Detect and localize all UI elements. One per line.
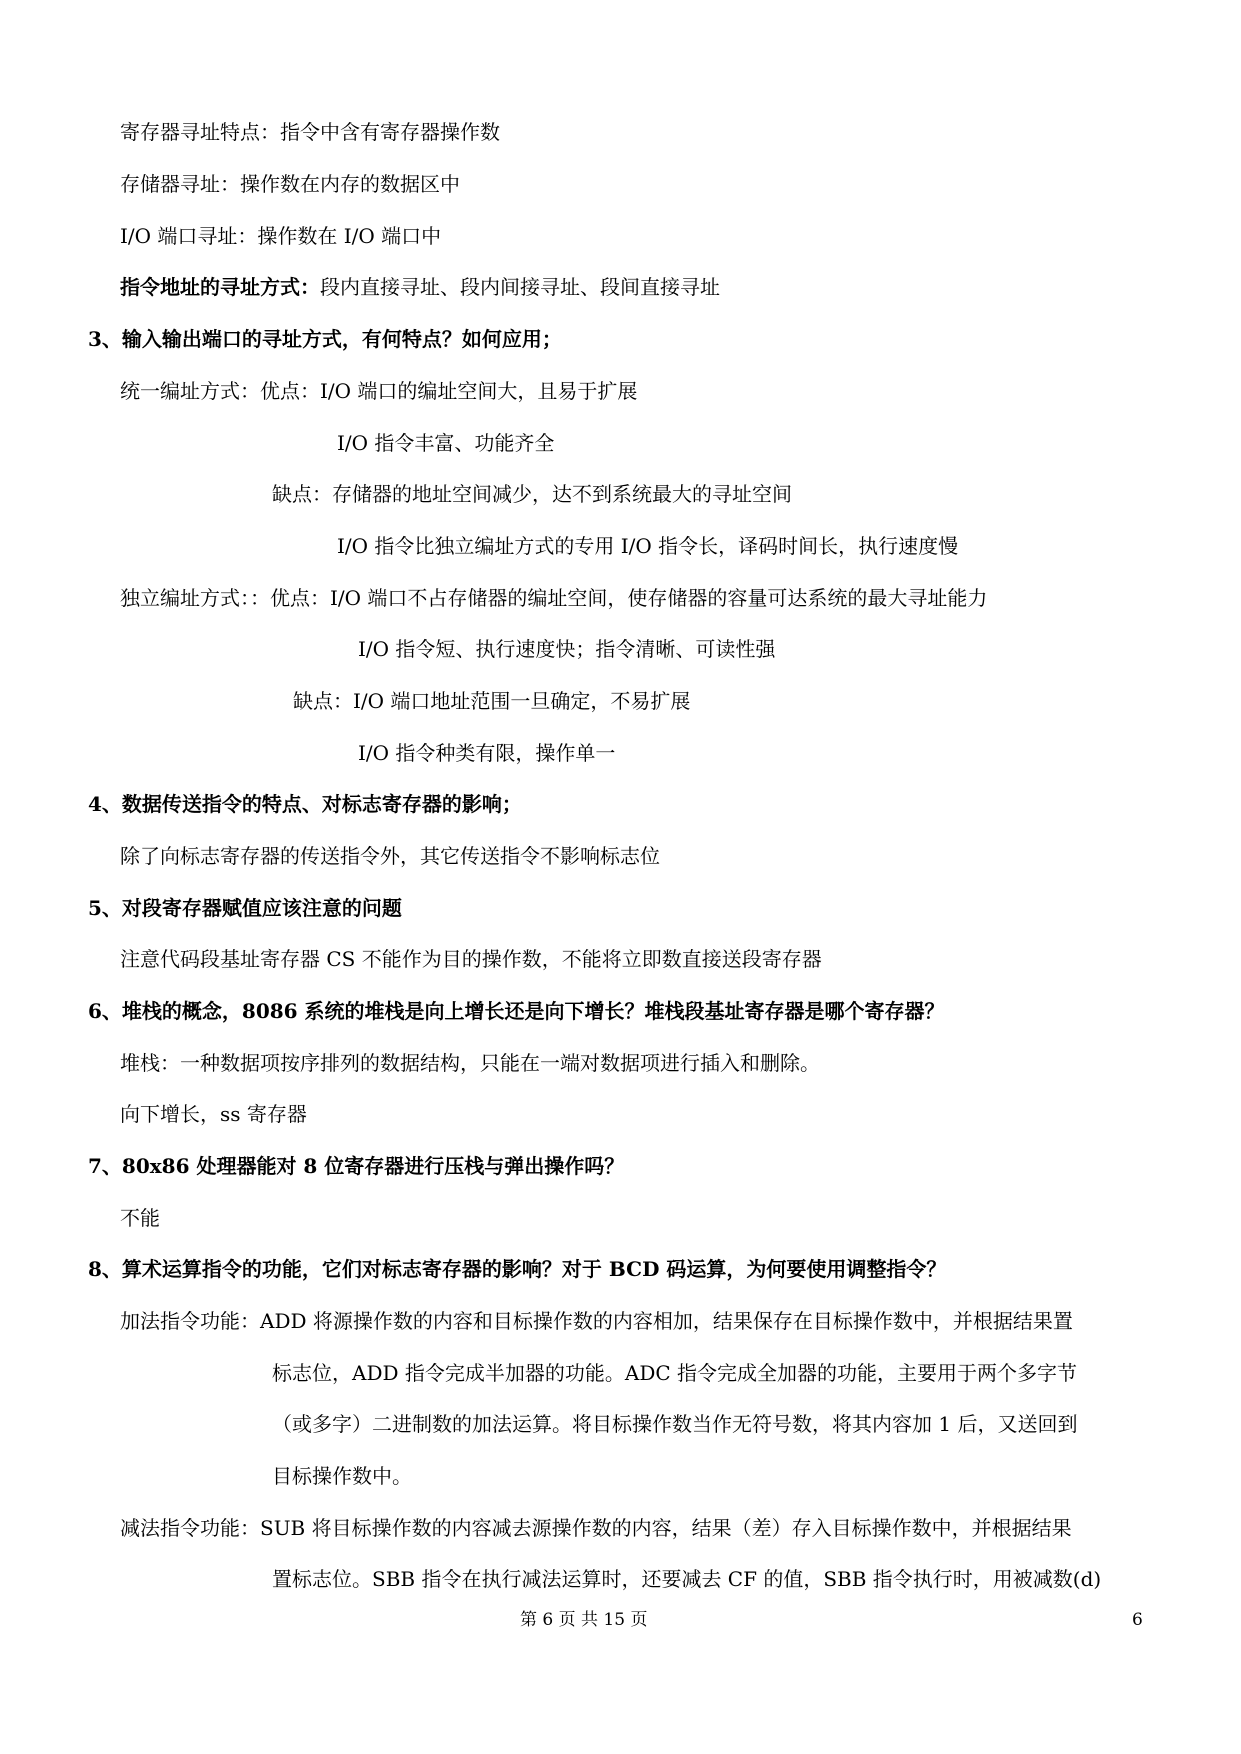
text-line: I/O 指令种类有限，操作单一 [358,741,616,765]
text-line: 堆栈：一种数据项按序排列的数据结构，只能在一端对数据项进行插入和删除。 [120,1051,820,1075]
bold-term: 指令地址的寻址方式： [120,275,320,299]
text-line: 加法指令功能：ADD 将源操作数的内容和目标操作数的内容相加，结果保存在目标操作数中，并根据结果置 [120,1309,1073,1333]
question-heading: 3、输入输出端口的寻址方式，有何特点？如何应用； [88,327,562,351]
text-line: 减法指令功能：SUB 将目标操作数的内容减去源操作数的内容，结果（差）存入目标操作数中，并根据结果 [120,1516,1072,1540]
text-line: I/O 指令短、执行速度快；指令清晰、可读性强 [358,637,776,661]
text-line: 寄存器寻址特点：指令中含有寄存器操作数 [120,120,500,144]
page-number: 6 [1132,1610,1143,1630]
text-line: 不能 [120,1206,160,1230]
text-line: 向下增长，ss 寄存器 [120,1102,307,1126]
text-line: 标志位，ADD 指令完成半加器的功能。ADC 指令完成全加器的功能，主要用于两个多字节 [272,1361,1078,1385]
question-heading: 7、80x86 处理器能对 8 位寄存器进行压栈与弹出操作吗？ [88,1154,625,1178]
text-line: （或多字）二进制数的加法运算。将目标操作数当作无符号数，将其内容加 1 后，又送回到 [272,1412,1078,1436]
text-line: 统一编址方式：优点：I/O 端口的编址空间大，且易于扩展 [120,379,638,403]
text-line: I/O 端口寻址：操作数在 I/O 端口中 [120,224,442,248]
text-line: 存储器寻址：操作数在内存的数据区中 [120,172,460,196]
text-span: 段内直接寻址、段内间接寻址、段间直接寻址 [320,275,720,299]
text-line: 置标志位。SBB 指令在执行减法运算时，还要减去 CF 的值，SBB 指令执行时，用被减数(d) [272,1567,1102,1591]
text-line: 目标操作数中。 [272,1464,412,1488]
question-heading: 5、对段寄存器赋值应该注意的问题 [88,896,402,920]
text-line: 独立编址方式：：优点：I/O 端口不占存储器的编址空间，使存储器的容量可达系统的最大寻址能力 [120,586,988,610]
text-line [120,273,720,301]
question-heading: 4、数据传送指令的特点、对标志寄存器的影响； [88,792,522,816]
question-heading: 6、堆栈的概念，8086 系统的堆栈是向上增长还是向下增长？堆栈段基址寄存器是哪个寄存器？ [88,999,945,1023]
question-heading: 8、算术运算指令的功能，它们对标志寄存器的影响？对于 BCD 码运算，为何要使用调整指令？ [88,1257,947,1281]
text-line: I/O 指令比独立编址方式的专用 I/O 指令长，译码时间长，执行速度慢 [337,534,959,558]
text-line: 除了向标志寄存器的传送指令外，其它传送指令不影响标志位 [120,844,660,868]
page-footer: 第 6 页 共 15 页 [520,1610,648,1630]
text-line: 缺点：I/O 端口地址范围一旦确定，不易扩展 [293,689,691,713]
text-line: 注意代码段基址寄存器 CS 不能作为目的操作数，不能将立即数直接送段寄存器 [120,947,822,971]
text-line: 缺点：存储器的地址空间减少，达不到系统最大的寻址空间 [272,482,792,506]
text-line: I/O 指令丰富、功能齐全 [337,431,555,455]
